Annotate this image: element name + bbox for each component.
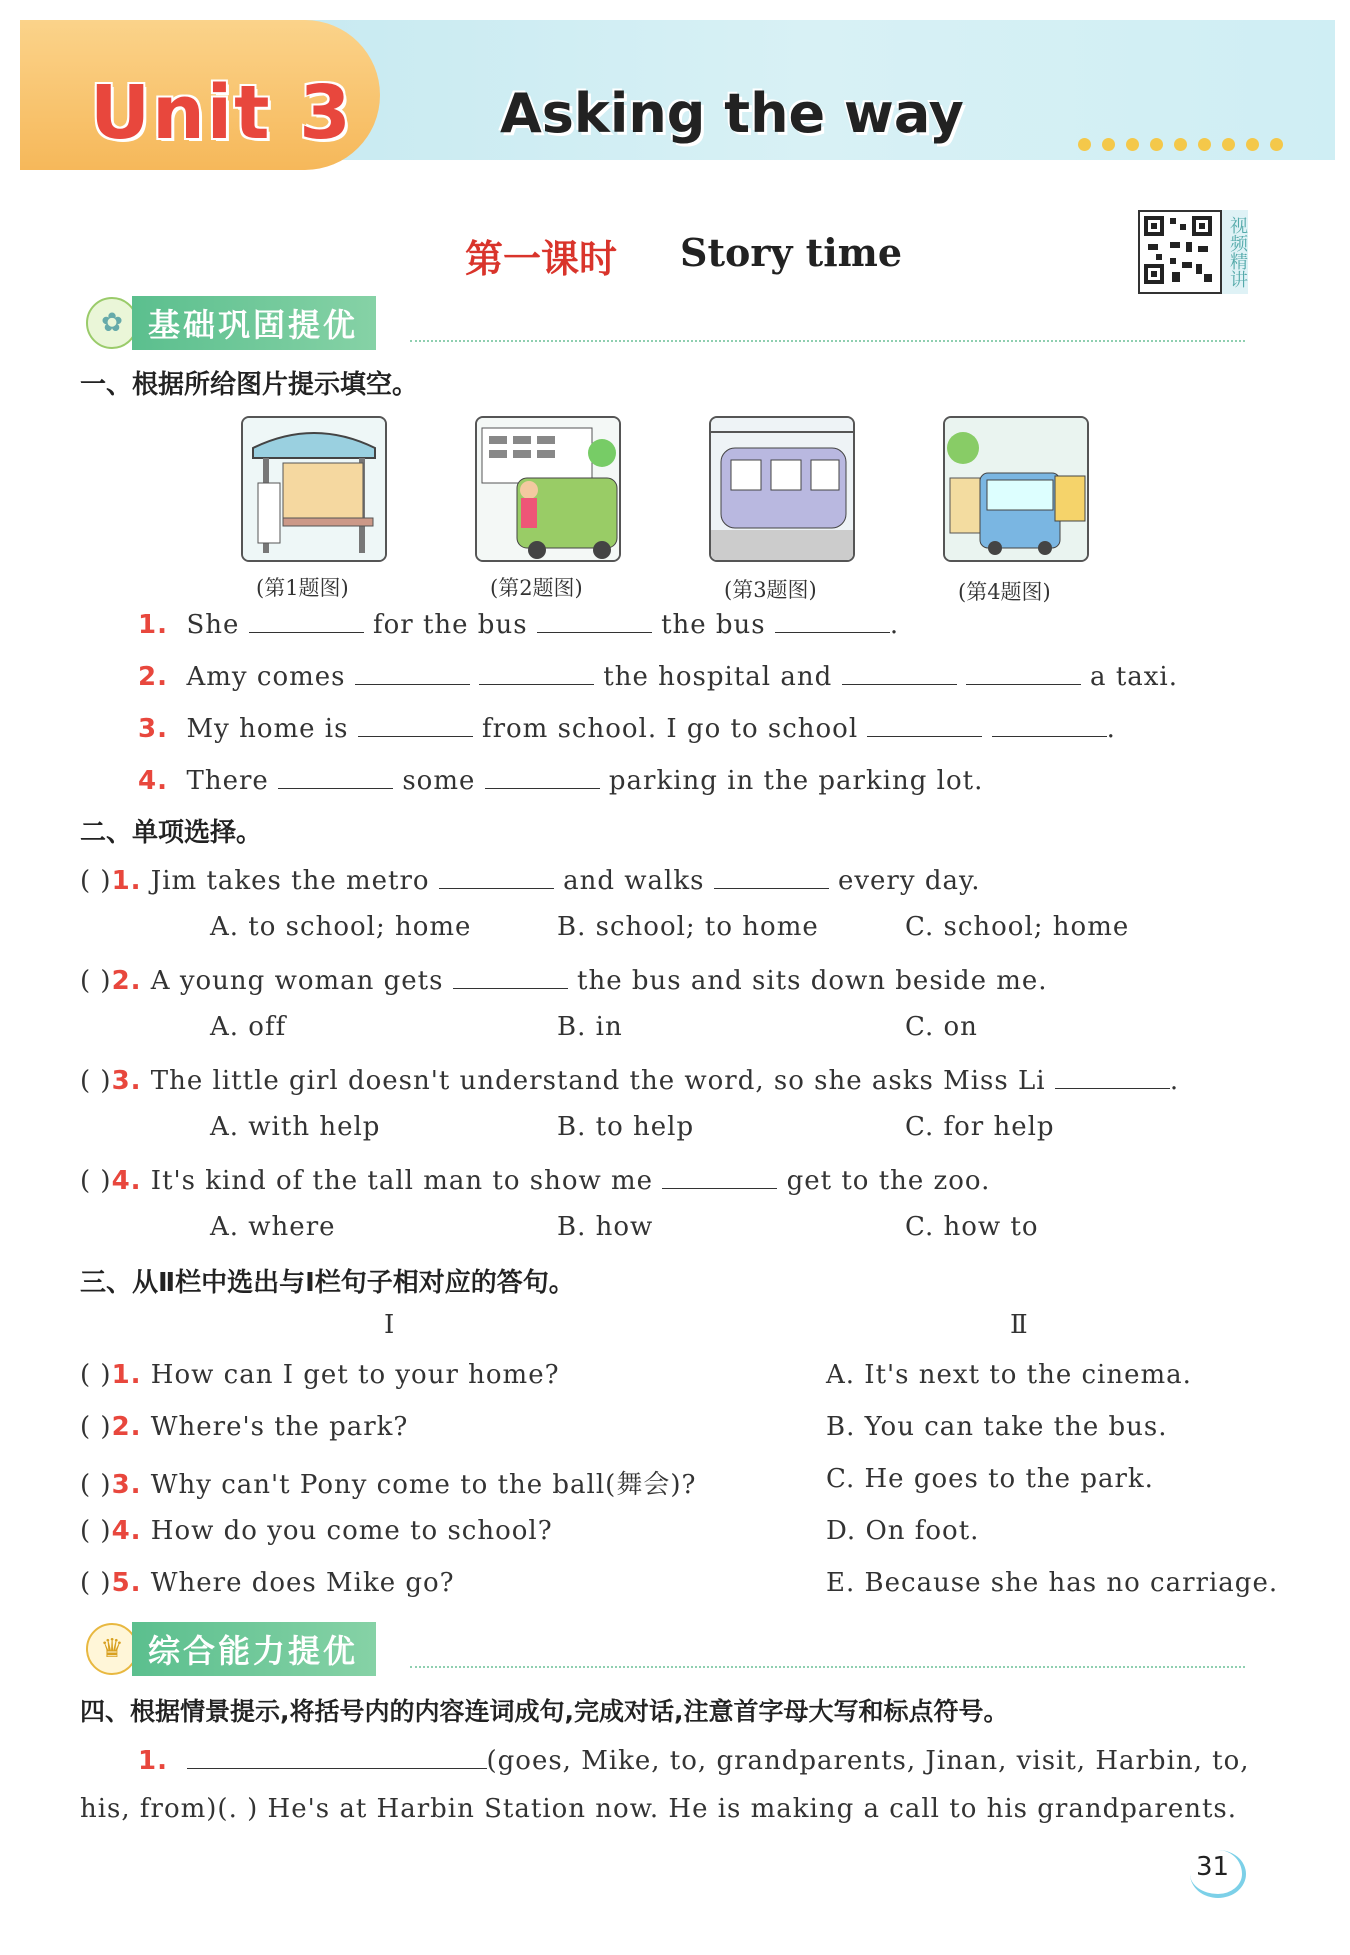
answer-blank[interactable] — [453, 962, 568, 989]
section-divider — [410, 340, 1245, 342]
part2-item-1: ( )1. Jim takes the metro and walks every day. — [80, 862, 980, 896]
answer-blank[interactable] — [537, 606, 652, 633]
unit-label: Unit 3 — [90, 70, 353, 156]
answer-paren[interactable]: ( ) — [80, 1412, 112, 1442]
metro-picture — [709, 416, 855, 562]
answer-paren[interactable]: ( ) — [80, 866, 112, 896]
answer-paren[interactable]: ( ) — [80, 1568, 112, 1598]
trophy-icon: ♛ — [86, 1623, 138, 1675]
part1-q3: 3. My home is from school. I go to school . — [138, 710, 1116, 744]
match-question-2: ( )2. Where's the park? — [80, 1412, 409, 1442]
section-title: 基础巩固提优 — [132, 296, 376, 350]
match-answer-e: E. Because she has no carriage. — [826, 1568, 1279, 1598]
match-answer-b: B. You can take the bus. — [826, 1412, 1168, 1442]
answer-blank[interactable] — [662, 1162, 777, 1189]
option-a[interactable]: A. where — [210, 1212, 336, 1242]
section-header-comprehensive — [86, 1622, 376, 1676]
answer-blank[interactable] — [867, 710, 982, 737]
answer-blank[interactable] — [439, 862, 554, 889]
bus-stop-picture — [241, 416, 387, 562]
option-a[interactable]: A. to school; home — [210, 912, 472, 942]
answer-blank[interactable] — [992, 710, 1107, 737]
answer-blank[interactable] — [187, 1742, 487, 1769]
section-header-basic — [86, 296, 376, 350]
answer-blank[interactable] — [775, 606, 890, 633]
part1-q1: 1. She for the bus the bus . — [138, 606, 899, 640]
part4-q1-line1: 1. (goes, Mike, to, grandparents, Jinan, visit, Harbin, to, — [138, 1742, 1250, 1776]
part1-q4: 4. There some parking in the parking lot. — [138, 762, 983, 796]
part2-item-2: ( )2. A young woman gets the bus and sits down beside me. — [80, 962, 1048, 996]
match-question-1: ( )1. How can I get to your home? — [80, 1360, 560, 1390]
answer-paren[interactable]: ( ) — [80, 1516, 112, 1546]
caption-2: (第2题图) — [490, 576, 583, 600]
answer-blank[interactable] — [485, 762, 600, 789]
answer-blank[interactable] — [842, 658, 957, 685]
section-divider — [410, 1666, 1245, 1668]
match-answer-c: C. He goes to the park. — [826, 1464, 1154, 1494]
option-c[interactable]: C. on — [905, 1012, 978, 1042]
answer-blank[interactable] — [358, 710, 473, 737]
answer-paren[interactable]: ( ) — [80, 1066, 112, 1096]
unit-title: Asking the way — [500, 82, 964, 145]
option-a[interactable]: A. off — [210, 1012, 287, 1042]
option-b[interactable]: B. in — [557, 1012, 623, 1042]
answer-blank[interactable] — [249, 606, 364, 633]
part1-q2: 2. Amy comes the hospital and a taxi. — [138, 658, 1178, 692]
page-number: 31 — [1196, 1852, 1230, 1882]
answer-blank[interactable] — [714, 862, 829, 889]
option-b[interactable]: B. school; to home — [557, 912, 819, 942]
answer-blank[interactable] — [479, 658, 594, 685]
hospital-taxi-picture — [475, 416, 621, 562]
decorative-dots — [1078, 138, 1283, 151]
part2-item-4: ( )4. It's kind of the tall man to show me get to the zoo. — [80, 1162, 990, 1196]
match-answer-a: A. It's next to the cinema. — [826, 1360, 1192, 1390]
qr-code-icon[interactable] — [1138, 210, 1222, 294]
option-b[interactable]: B. how — [557, 1212, 654, 1242]
answer-blank[interactable] — [1055, 1062, 1170, 1089]
part3-instruction: 三、从Ⅱ栏中选出与Ⅰ栏句子相对应的答句。 — [80, 1268, 575, 1298]
option-c[interactable]: C. for help — [905, 1112, 1055, 1142]
part2-item-3: ( )3. The little girl doesn't understand the word, so she asks Miss Li . — [80, 1062, 1179, 1096]
lesson-title-cn: 第一课时 — [465, 236, 618, 281]
option-c[interactable]: C. how to — [905, 1212, 1039, 1242]
part1-instruction: 一、根据所给图片提示填空。 — [80, 370, 419, 400]
answer-paren[interactable]: ( ) — [80, 1470, 112, 1500]
answer-blank[interactable] — [355, 658, 470, 685]
column-header-1: Ⅰ — [384, 1310, 396, 1340]
section-title: 综合能力提优 — [132, 1622, 376, 1676]
part4-q1-line2: his, from)(. ) He's at Harbin Station now. He is making a call to his grandparents. — [80, 1794, 1238, 1824]
answer-paren[interactable]: ( ) — [80, 1360, 112, 1390]
lesson-title-en: Story time — [680, 230, 903, 275]
match-question-4: ( )4. How do you come to school? — [80, 1516, 553, 1546]
caption-4: (第4题图) — [958, 580, 1051, 604]
option-a[interactable]: A. with help — [210, 1112, 381, 1142]
match-question-3: ( )3. Why can't Pony come to the ball(舞会)? — [80, 1470, 697, 1500]
column-header-2: Ⅱ — [1010, 1310, 1029, 1340]
option-b[interactable]: B. to help — [557, 1112, 695, 1142]
caption-1: (第1题图) — [256, 576, 349, 600]
tree-icon: ✿ — [86, 297, 138, 349]
answer-paren[interactable]: ( ) — [80, 966, 112, 996]
part2-instruction: 二、单项选择。 — [80, 818, 263, 848]
parking-bus-picture — [943, 416, 1089, 562]
option-c[interactable]: C. school; home — [905, 912, 1130, 942]
answer-paren[interactable]: ( ) — [80, 1166, 112, 1196]
match-answer-d: D. On foot. — [826, 1516, 980, 1546]
qr-label: 视频精讲 — [1222, 210, 1248, 294]
answer-blank[interactable] — [966, 658, 1081, 685]
answer-blank[interactable] — [278, 762, 393, 789]
part4-instruction: 四、根据情景提示,将括号内的内容连词成句,完成对话,注意首字母大写和标点符号。 — [80, 1697, 1009, 1726]
match-question-5: ( )5. Where does Mike go? — [80, 1568, 455, 1598]
caption-3: (第3题图) — [724, 578, 817, 602]
